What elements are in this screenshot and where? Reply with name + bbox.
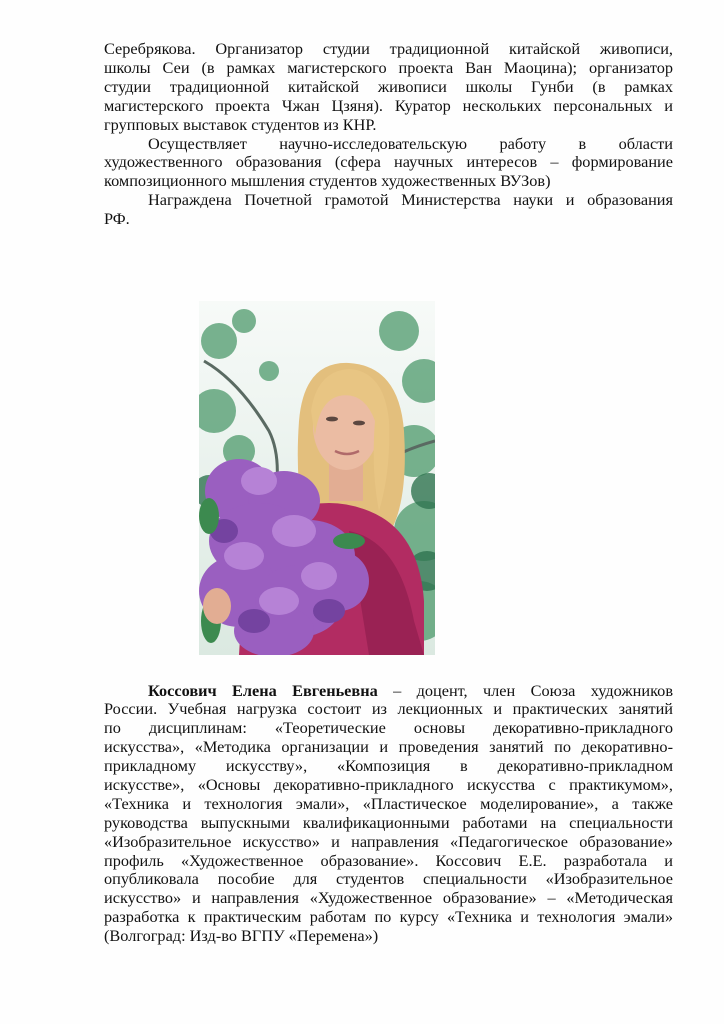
text-line: разработка к практическим работам по курсу «Техника и технология эмали» <box>104 907 673 927</box>
text-line: искусства», «Методика организации и проведения занятий по декоративно- <box>104 737 673 757</box>
text-line: искусстве», «Основы декоративно-прикладного искусства с практикумом», <box>104 774 673 794</box>
text-line: по дисциплинам: «Теоретические основы декоративно-прикладного <box>104 718 673 738</box>
text-line: руководства выпускными квалификационными работами на специальности <box>104 812 673 832</box>
text-line: студии традиционной китайской живописи школы Гунби (в рамках <box>104 76 673 96</box>
text-line: Награждена Почетной грамотой Министерства науки и образования <box>148 190 673 210</box>
paragraph-kossovich <box>104 682 673 946</box>
person-name: Коссович Елена Евгеньевна <box>148 680 378 700</box>
text-line: художественного образования (сфера научных интересов – формирование <box>104 152 673 172</box>
text-line: (Волгоград: Изд-во ВГПУ «Перемена») <box>104 926 379 946</box>
text-fragment: – доцент, член Союза художников <box>377 680 674 700</box>
paragraph-award <box>104 191 673 229</box>
text-line: Осуществляет научно-исследовательскую работу в области <box>148 133 673 153</box>
paragraph-studios <box>104 40 673 134</box>
text-line: искусство» и направления «Художественное образование» – «Методическая <box>104 888 673 908</box>
text-line: композиционного мышления студентов художественных ВУЗов) <box>104 171 551 191</box>
text-line: опубликовала пособие для студентов специальности «Изобразительное <box>104 869 673 889</box>
text-line: профиль «Художественное образование». Коссович Е.Е. разработала и <box>104 850 673 870</box>
text-line: Серебрякова. Организатор студии традиционной китайской живописи, <box>104 39 673 58</box>
text-line: групповых выставок студентов из КНР. <box>104 114 377 134</box>
text-line: прикладному искусству», «Композиция в декоративно-прикладном <box>104 756 673 776</box>
portrait-photo <box>199 301 435 655</box>
text-line: «Техника и технология эмали», «Пластическое моделирование», а также <box>104 793 673 813</box>
text-line: магистерского проекта Чжан Цзяня). Куратор нескольких персональных и <box>104 95 673 115</box>
text-line: «Изобразительное искусство» и направления «Педагогическое образование» <box>104 831 673 851</box>
text-line: школы Сеи (в рамках магистерского проекта Ван Маоцина); организатор <box>104 57 673 77</box>
text-line: России. Учебная нагрузка состоит из лекционных и практических занятий <box>104 699 673 719</box>
text-line: РФ. <box>104 209 130 229</box>
portrait-image <box>199 301 435 655</box>
paragraph-research <box>104 135 673 192</box>
text-line <box>104 682 673 701</box>
